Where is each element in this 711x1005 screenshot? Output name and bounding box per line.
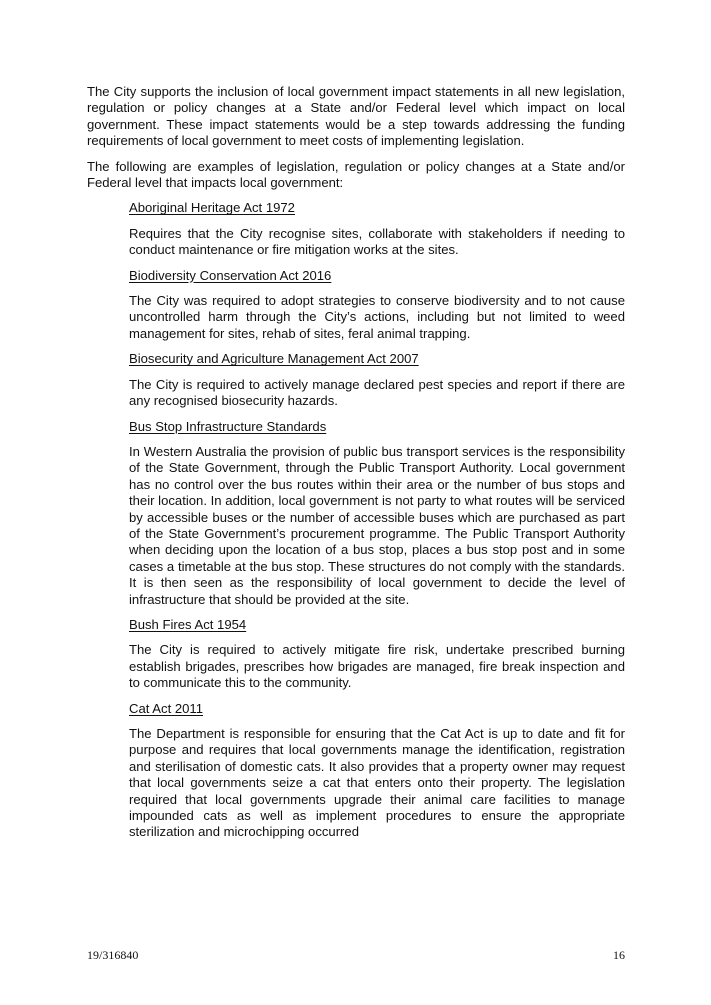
legislation-section [87, 268, 625, 343]
section-body: The City was required to adopt strategies to conserve biodiversity and to not cause uncontrolled harm through the City’s actions, including but not limited to weed management for sites, rehab of sites, feral animal trapping. [129, 293, 625, 341]
intro-paragraph: The City supports the inclusion of local government impact statements in all new legislation, regulation or policy changes at a State and/or Federal level which impact on local government. These impact statements would be a step towards addressing the funding requirements of local government to meet costs of implementing legislation. [87, 84, 625, 149]
section-heading: Biodiversity Conservation Act 2016 [129, 267, 332, 283]
section-heading: Bush Fires Act 1954 [129, 616, 247, 632]
legislation-section [87, 200, 625, 258]
section-body: The City is required to actively manage declared pest species and report if there are any recognised biosecurity hazards. [129, 376, 625, 409]
section-heading: Aboriginal Heritage Act 1972 [129, 200, 295, 216]
page-number: 16 [613, 948, 625, 962]
section-body: Requires that the City recognise sites, collaborate with stakeholders if needing to conduct maintenance or fire mitigation works at the sites. [129, 225, 625, 258]
section-body: The City is required to actively mitigate fire risk, undertake prescribed burning establish brigades, prescribes how brigades are managed, fire break inspection and to communicate this to the community. [129, 642, 625, 691]
section-body: The Department is responsible for ensuring that the Cat Act is up to date and fit for purpose and requires that local governments manage the identification, registration and sterilisation of domestic cats. It also provides that a property owner may request that local governments seize a cat that enters onto their property. The legislation required that local governments upgrade their animal care facilities to manage impounded cats as well as implement procedures to ensure the appropriate sterilization and microchipping occurred [129, 726, 625, 840]
legislation-section [87, 351, 625, 409]
section-heading: Bus Stop Infrastructure Standards [129, 418, 327, 434]
legislation-section [87, 419, 625, 608]
document-number: 19/316840 [87, 948, 139, 962]
section-heading: Cat Act 2011 [129, 700, 204, 716]
legislation-section [87, 617, 625, 692]
section-body: In Western Australia the provision of public bus transport services is the responsibility of the State Government, through the Public Transport Authority. Local government has no control over the bus routes within their area or the number of bus stops and their location. In addition, local government is not party to what routes will be serviced by accessible buses or the number of accessible buses which are purchased as part of the State Government’s procurement programme. The Public Transport Authority when deciding upon the location of a bus stop, places a bus stop post and in some cases a timetable at the bus stop. These structures do not comply with the standards. It is then seen as the responsibility of local government to decide the level of infrastructure that should be provided at the site. [129, 443, 625, 607]
intro-paragraph: The following are examples of legislation, regulation or policy changes at a State and/or Federal level that impacts local government: [87, 158, 625, 191]
page-content [87, 84, 625, 850]
legislation-section [87, 701, 625, 841]
section-heading: Biosecurity and Agriculture Management Act 2007 [129, 351, 419, 367]
